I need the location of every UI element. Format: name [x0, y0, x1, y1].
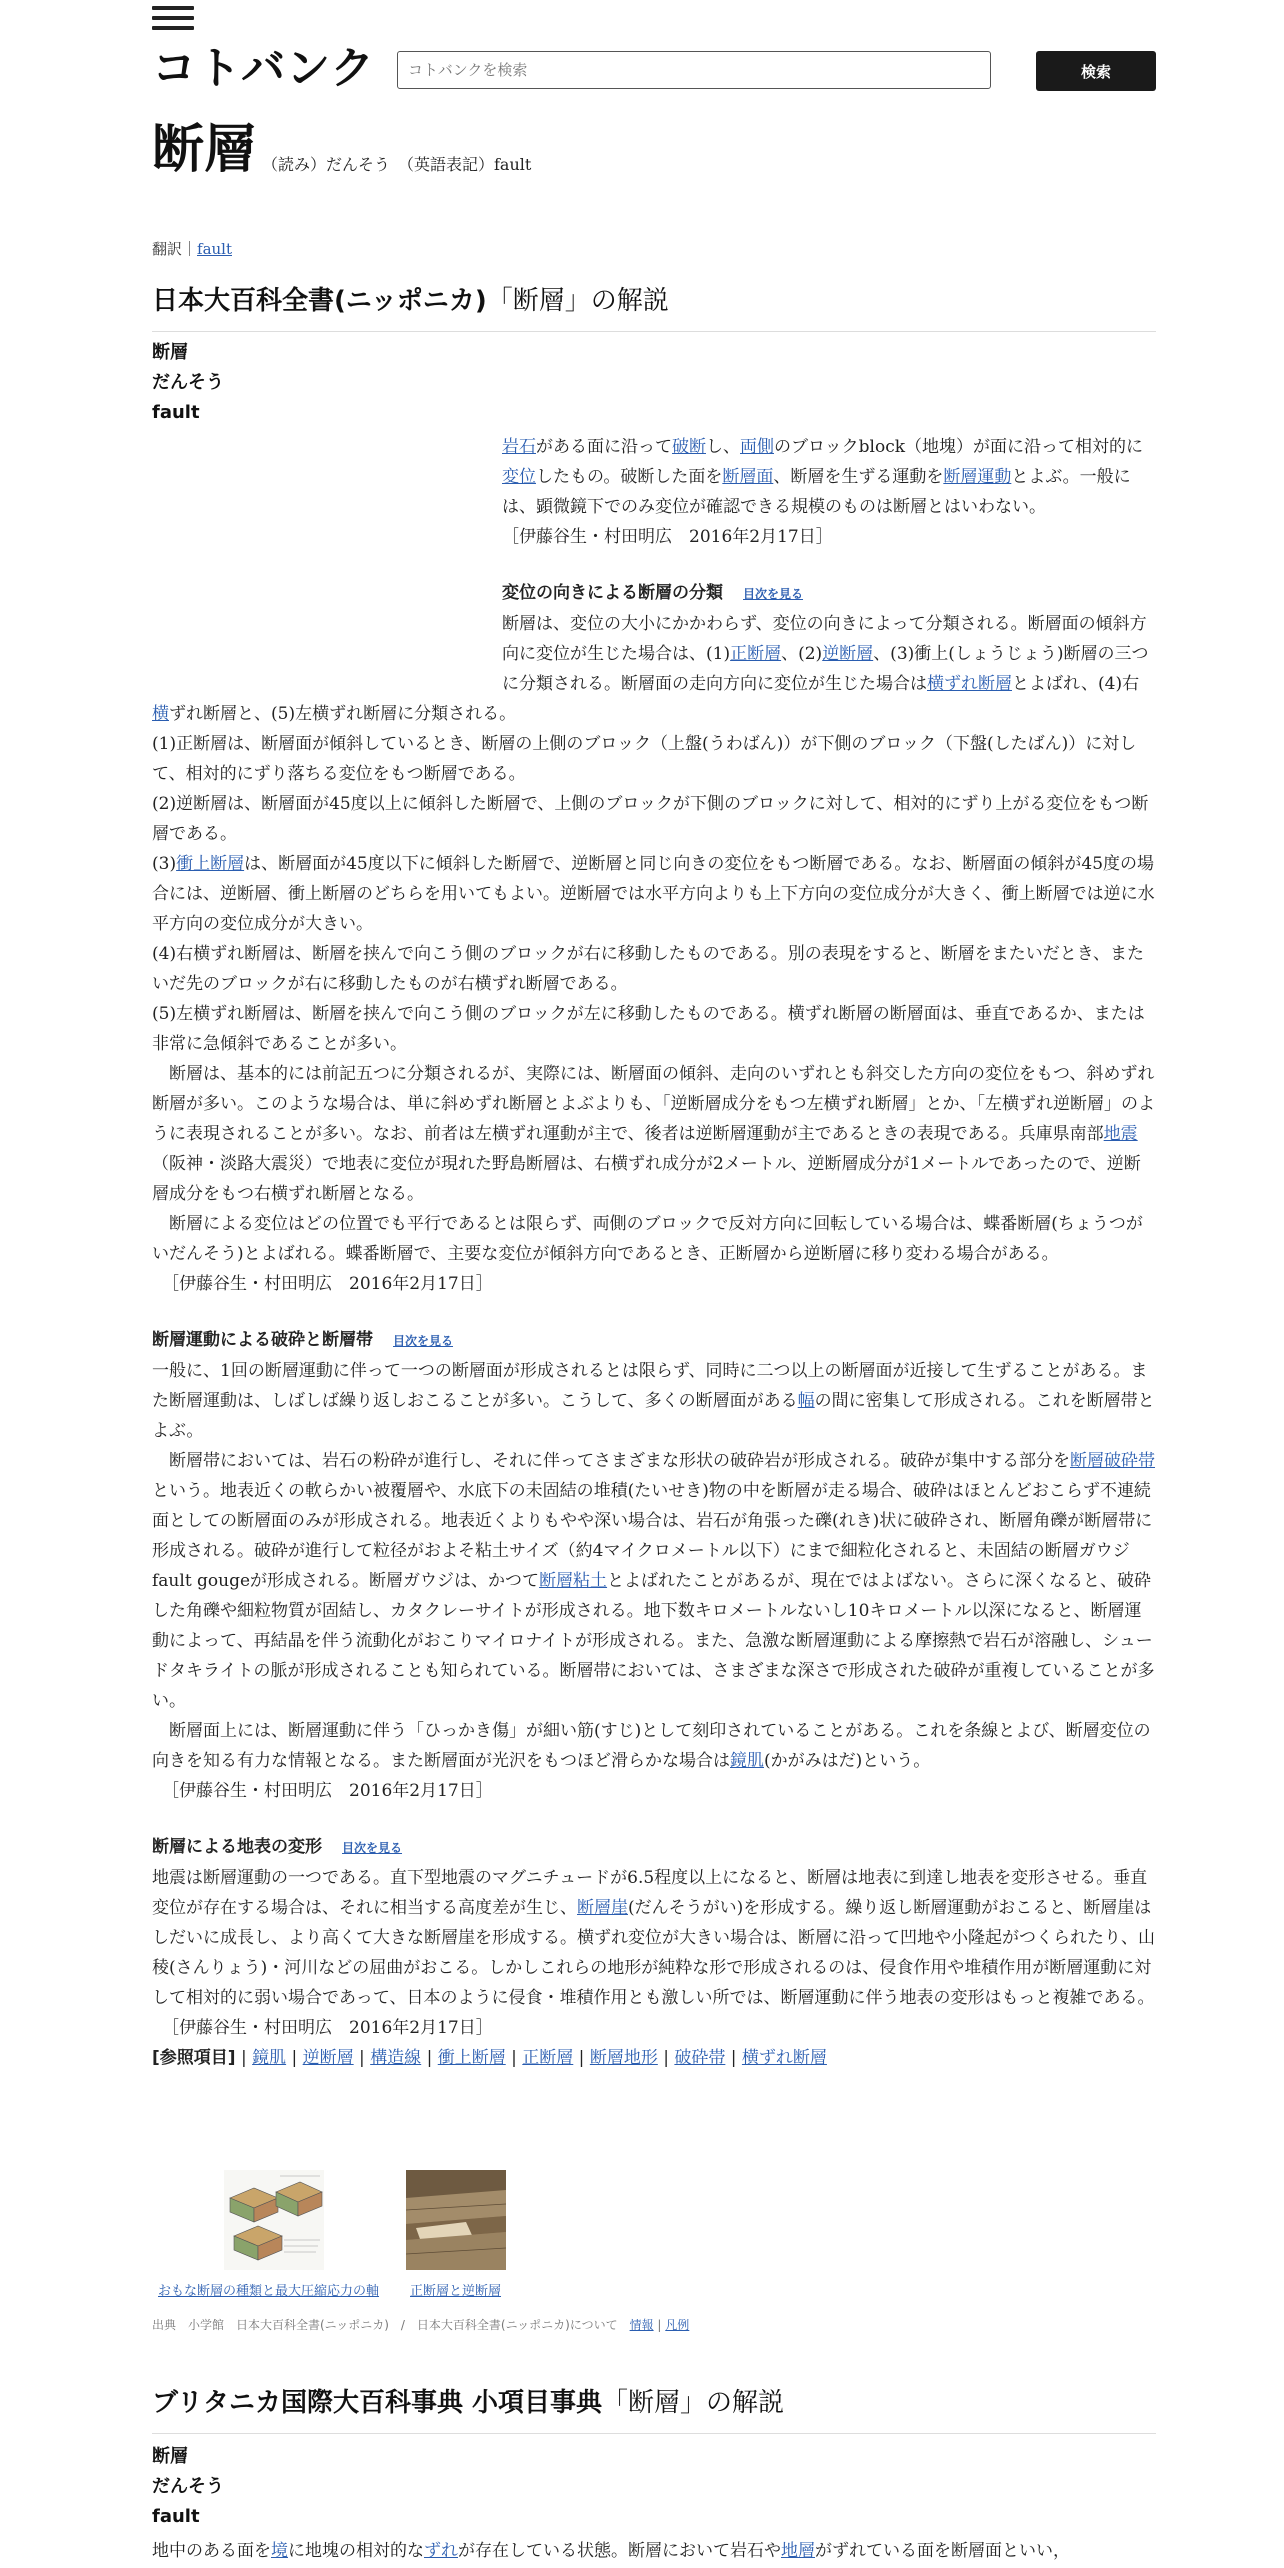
search-input[interactable]: [397, 51, 991, 89]
toc-link[interactable]: 目次を見る: [393, 1334, 454, 1348]
signature: ［伊藤谷生・村田明広 2016年2月17日］: [502, 527, 833, 547]
source-line: 出典 小学館 日本大百科全書(ニッポニカ) / 日本大百科全書(ニッポニカ)について 情報 | 凡例: [152, 2318, 690, 2332]
menu-icon[interactable]: [152, 6, 194, 34]
entry-english: fault: [152, 402, 200, 423]
figure-caption[interactable]: 正断層と逆断層: [410, 2284, 502, 2299]
dict-suffix: 「断層」の解説: [602, 2388, 785, 2418]
intro-paragraph: 岩石がある面に沿って破断し、両側のブロックblock（地塊）が面に沿って相対的に変位したもの。破断した面を断層面、断層を生ずる運動を断層運動とよぶ。一般には、顕微鏡下でのみ変位が確認できる規模のものは断層とはいわない。: [502, 437, 1144, 517]
article-body: 岩石がある面に沿って破断し、両側のブロックblock（地塊）が面に沿って相対的に変位したもの。破断した面を断層面、断層を生ずる運動を断層運動とよぶ。一般には、顕微鏡下でのみ変位が確認できる規模のものは断層とはいわない。 ［伊藤谷生・村田明広 2016年2月17日］ 変位の向きによる断層の分類 目次を見る 断層は、変位の大小にかかわらず、変位の向きによって分類される。断層面の傾斜方向に変位が生じた場合は、(1)正断層、(2)逆断層、(3)衝上(しょうじょう)断層の三つに分類される。断層面の走向方向に変位が生じた場合は横ずれ断層とよばれ、(4)右横ずれ断層と、(5)左横ずれ断層に分類される。 (1)正断層は、断層面が傾斜しているとき、断層の上側のブロック（上盤(うわばん)）が下側のブロック（下盤(したばん)）に対して、相対的にずり落ちる変位をもつ断層である。 (2)逆断層は、断層面が45度以上に傾斜した断層で、上側のブロックが下側のブロックに対して、相対的にずり上がる変位をもつ断層である。 (3)衝上断層は、断層面が45度以下に傾斜した断層で、逆断層と同じ向きの変位をもつ断層である。なお、断層面の傾斜が45度の場合には、逆断層、衝上断層のどちらを用いてもよい。逆断層では水平方向よりも上下方向の変位成分が大きく、衝上断層では逆に水平方向の変位成分が大きい。 (4)右横ずれ断層は、断層を挟んで向こう側のブロックが右に移動したものである。別の表現をすると、断層をまたいだとき、またいだ先のブロックが右に移動したものが右横ずれ断層である。 (5)左横ずれ断層は、断層を挟んで向こう側のブロックが左に移動したものである。横ずれ断層の断層面は、垂直であるか、または非常に急傾斜であることが多い。 断層は、基本的には前記五つに分類されるが、実際には、断層面の傾斜、走向のいずれとも斜交した方向の変位をもつ、斜めずれ断層が多い。このような場合は、単に斜めずれ断層とよぶよりも、「逆断層成分をもつ左横ずれ断層」とか、「左横ずれ逆断層」のように表現されることが多い。なお、前者は左横ずれ運動が主で、後者は逆断層運動が主であるときの表現である。兵庫県南部地震（阪神・淡路大震災）で地表に変位が現れた野島断層は、右横ずれ成分が2メートル、逆断層成分が1メートルであったので、逆断層成分をもつ右横ずれ断層となる。 断層による変位はどの位置でも平行であるとは限らず、両側のブロックで反対方向に回転している場合は、蝶番断層(ちょうつがいだんそう)とよばれる。蝶番断層で、主要な変位が傾斜方向であるとき、正断層から逆断層に移り変わる場合がある。 ［伊藤谷生・村田明広 2016年2月17日］ 断層運動による破砕と断層帯 目次を見る 一般に、1回の断層運動に伴って一つの断層面が形成されるとは限らず、同時に二つ以上の断層面が近接して生ずることがある。また断層運動は、しばしば繰り返しおこることが多い。こうして、多くの断層面がある幅の間に密集して形成される。これを断層帯とよぶ。 断層帯においては、岩石の粉砕が進行し、それに伴ってさまざまな形状の破砕岩が形成される。破砕が集中する部分を断層破砕帯という。地表近くの軟らかい被覆層や、水底下の未固結の堆積(たいせき)物の中を断層が走る場合、破砕はほとんどおこらず不連続面としての断層面のみが形成される。地表近くよりもやや深い場合は、岩石が角張った礫(れき)状に破砕され、断層角礫が断層帯に形成される。破砕が進行して粒径がおよそ粘土サイズ（約4マイクロメートル以下）にまで細粒化されると、未固結の断層ガウジfault gougeが形成される。断層ガウジは、かつて断層粘土とよばれたことがあるが、現在ではよばない。さらに深くなると、破砕した角礫や細粒物質が固結し、カタクレーサイトが形成される。地下数キロメートルないし10キロメートル以深になると、断層運動によって、再結晶を伴う流動化がおこりマイロナイトが形成される。また、急激な断層運動による摩擦熱で岩石が溶融し、シュードタキライトの脈が形成されることも知られている。断層帯においては、さまざまな深さで形成された破砕が重複していることが多い。 断層面上には、断層運動に伴う「ひっかき傷」が細い筋(すじ)として刻印されていることがある。これを条線とよび、断層変位の向きを知る有力な情報となる。また断層面が光沢をもつほど滑らかな場合は鏡肌(かがみはだ)という。 ［伊藤谷生・村田明広 2016年2月17日］ 断層による地表の変形 目次を見る 地震は断層運動の一つである。直下型地震のマグニチュードが6.5程度以上になると、断層は地表に到達し地表を変形させる。垂直変位が存在する場合は、それに相当する高度差が生じ、断層崖(だんそうがい)を形成する。繰り返し断層運動がおこると、断層崖はしだいに成長し、より高くて大きな断層崖を形成する。横ずれ変位が大きい場合は、断層に沿って凹地や小隆起がつくられたり、山稜(さんりょう)・河川などの屈曲がおこる。しかしこれらの地形が純粋な形で形成されるのは、侵食作用や堆積作用が断層運動に対して相対的に弱い場合であって、日本のように侵食・堆積作用とも激しい所では、断層運動に伴う地表の変形はもっと複雑である。 ［伊藤谷生・村田明広 2016年2月17日］ [参照項目] | 鏡肌 | 逆断層 | 構造線 | 衝上断層 | 正断層 | 断層地形 | 破砕帯 | 横ずれ断層: [152, 432, 1156, 2073]
page-title: 断層: [152, 120, 257, 180]
dict-name: 日本大百科全書(ニッポニカ): [152, 286, 487, 316]
translation-line: [152, 238, 232, 259]
reading-info: （読み）だんそう （英語表記）fault: [262, 155, 532, 174]
entry-block: [152, 2442, 224, 2532]
figure-thumbnails: [152, 2170, 652, 2300]
entry-english: fault: [152, 2506, 200, 2527]
entry-word: 断層: [152, 342, 188, 363]
section-heading: 断層運動による破砕と断層帯 目次を見る: [152, 1330, 454, 1350]
toc-link[interactable]: 目次を見る: [743, 587, 804, 601]
fault-types-diagram[interactable]: [224, 2170, 324, 2270]
dict-suffix: 「断層」の解説: [486, 286, 669, 316]
entry-reading: だんそう: [152, 372, 224, 393]
section-heading: 断層による地表の変形 目次を見る: [152, 1837, 403, 1857]
entry-reading: だんそう: [152, 2476, 224, 2497]
dict-heading-nipponica: [152, 280, 1156, 332]
figure-caption[interactable]: おもな断層の種類と最大圧縮応力の軸: [158, 2284, 380, 2299]
fault-photo[interactable]: [406, 2170, 506, 2270]
reference-list: [参照項目] | 鏡肌 | 逆断層 | 構造線 | 衝上断層 | 正断層 | 断層地形 | 破砕帯 | 横ずれ断層: [152, 2048, 827, 2068]
britannica-body: 地中のある面を境に地塊の相対的なずれが存在している状態。断層において岩石や地層がずれている面を断層面といい，: [152, 2541, 1070, 2561]
info-link[interactable]: 情報: [629, 2318, 654, 2332]
dict-name: ブリタニカ国際大百科事典 小項目事典: [152, 2388, 603, 2418]
translation-link[interactable]: fault: [197, 240, 232, 258]
site-logo[interactable]: コトバンク: [152, 43, 376, 94]
entry-block: [152, 338, 224, 428]
translation-label: 翻訳｜: [152, 240, 198, 258]
dict-heading-britannica: [152, 2382, 1156, 2434]
legend-link[interactable]: 凡例: [665, 2318, 690, 2332]
section-heading: 変位の向きによる断層の分類 目次を見る: [502, 583, 804, 603]
entry-word: 断層: [152, 2446, 188, 2467]
toc-link[interactable]: 目次を見る: [342, 1841, 403, 1855]
search-button[interactable]: 検索: [1036, 51, 1156, 91]
